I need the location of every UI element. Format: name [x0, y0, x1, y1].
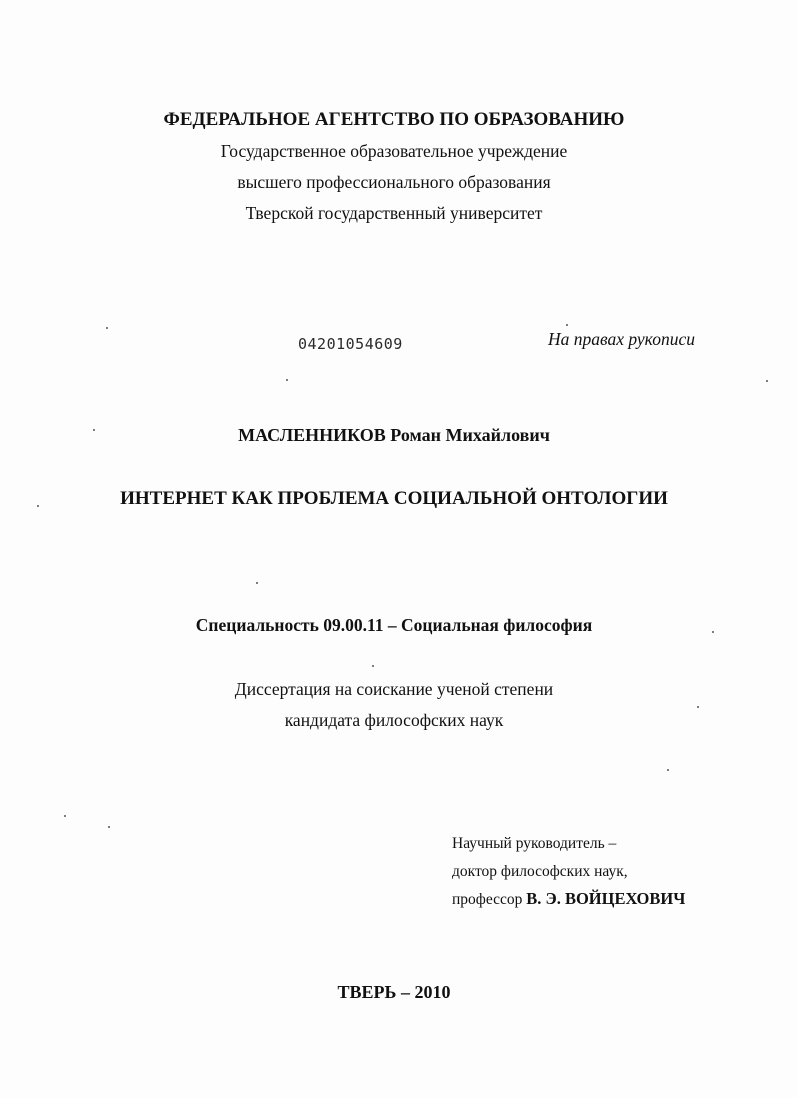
- scan-speck: [566, 324, 568, 326]
- scan-speck: [106, 327, 108, 329]
- thesis-title: ИНТЕРНЕТ КАК ПРОБЛЕМА СОЦИАЛЬНОЙ ОНТОЛОГИИ: [120, 488, 668, 509]
- scan-speck: [108, 826, 110, 828]
- agency-heading: ФЕДЕРАЛЬНОЕ АГЕНТСТВО ПО ОБРАЗОВАНИЮ: [163, 109, 625, 130]
- city-year: ТВЕРЬ – 2010: [337, 982, 451, 1002]
- scan-speck: [93, 429, 95, 431]
- scan-speck: [286, 379, 288, 381]
- degree-line-1: Диссертация на соискание ученой степени: [234, 679, 554, 699]
- author-name: [0, 426, 788, 444]
- library-stamp-number: 04201054609: [298, 335, 403, 353]
- degree-line-2: кандидата философских наук: [284, 710, 504, 730]
- institution-line-2: высшего профессионального образования: [237, 172, 551, 192]
- institution-line-1: Государственное образовательное учреждение: [220, 141, 568, 161]
- author-given-names: Роман Михайлович: [390, 425, 550, 445]
- supervisor-title-name: [452, 891, 685, 908]
- scan-speck: [766, 380, 768, 382]
- scan-speck: [372, 665, 374, 667]
- scan-speck: [712, 631, 714, 633]
- supervisor-title: профессор: [452, 891, 523, 908]
- scan-speck: [37, 505, 39, 507]
- scan-speck: [256, 582, 258, 584]
- specialty-line: Специальность 09.00.11 – Социальная философия: [195, 615, 593, 635]
- supervisor-name: В. Э. ВОЙЦЕХОВИЧ: [526, 889, 686, 908]
- scan-speck: [697, 706, 699, 708]
- author-surname: МАСЛЕННИКОВ: [238, 425, 386, 445]
- scan-speck: [667, 769, 669, 771]
- supervisor-label: Научный руководитель –: [452, 835, 617, 852]
- manuscript-rights-note: На правах рукописи: [548, 329, 695, 349]
- scan-speck: [64, 815, 66, 817]
- supervisor-degree: доктор философских наук,: [452, 863, 628, 880]
- institution-line-3: Тверской государственный университет: [245, 203, 543, 223]
